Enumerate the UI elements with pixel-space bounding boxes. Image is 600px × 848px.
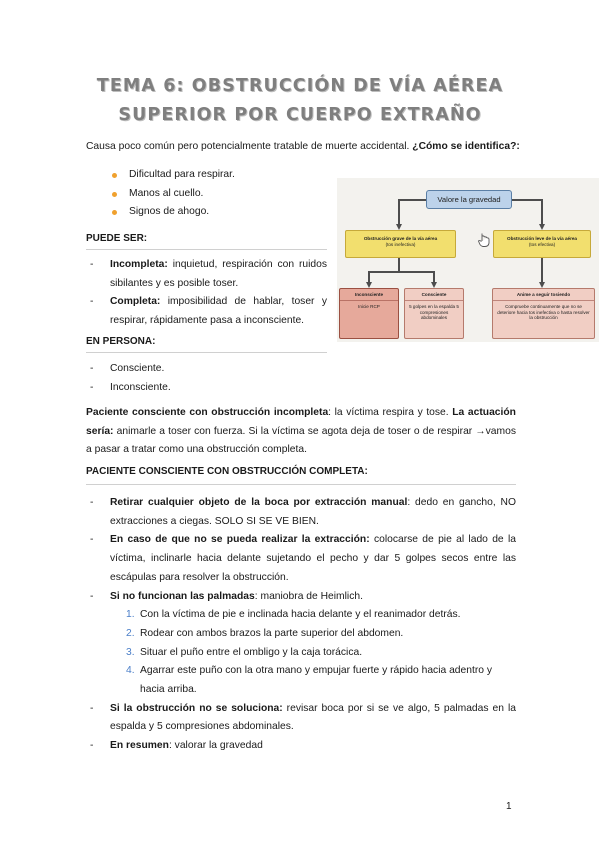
pointer-hand-icon bbox=[477, 232, 491, 248]
complete-obstruction-list bbox=[86, 494, 516, 756]
divider bbox=[86, 352, 327, 353]
sign-item: Dificultad para respirar. bbox=[110, 166, 330, 185]
sign-item: Signos de ahogo. bbox=[110, 203, 330, 222]
list-item: - En caso de que no se pueda realizar la extracción: colocarse de pie al lado de la víctima, inclinarle hacia delante sujetando el pecho y dar 5 golpes secos entre las escápulas para resolver la obstrucción. bbox=[86, 531, 516, 587]
list-item: - En resumen: valorar la gravedad bbox=[86, 737, 516, 756]
list-item: - Inconsciente. bbox=[86, 379, 327, 398]
intro-question: ¿Cómo se identifica?: bbox=[412, 141, 520, 152]
flow-connector bbox=[512, 199, 542, 201]
intro-paragraph: Causa poco común pero potencialmente tratable de muerte accidental. ¿Cómo se identifica?: bbox=[86, 141, 520, 152]
incomplete-obstruction-paragraph: Paciente consciente con obstrucción incompleta: la víctima respira y tose. La actuación sería: animarle a toser con fuerza. Si la víctima se agota deja de toser o de respirar →vamos a pasar a tratar como una obstrucción completa. bbox=[86, 407, 516, 456]
flow-unconscious-box: Inconsciente Inicie RCP bbox=[339, 288, 399, 339]
severity-flowchart bbox=[337, 178, 599, 342]
flow-connector bbox=[541, 258, 543, 282]
en-persona-list bbox=[86, 360, 327, 397]
page-title bbox=[0, 72, 600, 130]
divider bbox=[86, 484, 516, 485]
flow-connector bbox=[398, 199, 426, 201]
flow-cough-box: Anime a seguir tosiendo Compruebe continuamente que no se deteriore hacia tos inefectiva o hasta resolver la obstrucción bbox=[492, 288, 595, 339]
flow-connector bbox=[398, 199, 400, 224]
list-item: - Consciente. bbox=[86, 360, 327, 379]
step-item: 3. Situar el puño entre el ombligo y la caja torácica. bbox=[126, 646, 363, 658]
flow-connector bbox=[368, 271, 370, 282]
list-item: - Incompleta: inquietud, respiración con ruidos sibilantes y es posible toser. bbox=[86, 256, 327, 293]
list-item: - Si la obstrucción no se soluciona: revisar boca por si se ve algo, 5 palmadas en la espalda y 5 compresiones abdominales. bbox=[86, 700, 516, 737]
step-item: 4. Agarrar este puño con la otra mano y empujar fuerte y rápido hacia adentro y hacia arriba. bbox=[126, 665, 493, 696]
puede-ser-heading: PUEDE SER: bbox=[86, 233, 148, 244]
sign-item: Manos al cuello. bbox=[110, 185, 330, 204]
list-item: - Si no funcionan las palmadas: maniobra de Heimlich. bbox=[86, 588, 516, 607]
heimlich-steps bbox=[86, 606, 516, 700]
puede-ser-list bbox=[86, 256, 327, 331]
title-line-2: SUPERIOR POR CUERPO EXTRAÑO bbox=[118, 105, 482, 125]
flow-connector bbox=[433, 271, 435, 282]
list-item: - Retirar cualquier objeto de la boca por extracción manual: dedo en gancho, NO extracciones a ciegas. SOLO SI SE VE BIEN. bbox=[86, 494, 516, 531]
step-item: 1. Con la víctima de pie e inclinada hacia delante y el reanimador detrás. bbox=[126, 609, 461, 621]
en-persona-heading: EN PERSONA: bbox=[86, 336, 156, 347]
divider bbox=[86, 249, 327, 250]
flow-mild-box: Obstrucción leve de la vía aérea (tos efectiva) bbox=[493, 230, 591, 258]
flow-connector bbox=[541, 199, 543, 224]
step-item: 2. Rodear con ambos brazos la parte superior del abdomen. bbox=[126, 627, 404, 639]
signs-list bbox=[110, 166, 330, 222]
flow-connector bbox=[368, 271, 434, 273]
list-item: - Completa: imposibilidad de hablar, toser y respirar, rápidamente pasa a inconsciente. bbox=[86, 293, 327, 330]
complete-obstruction-heading: PACIENTE CONSCIENTE CON OBSTRUCCIÓN COMPLETA: bbox=[86, 466, 368, 477]
page-number: 1 bbox=[506, 801, 512, 812]
flow-conscious-box: Consciente 5 golpes en la espalda 5 compresiones abdominales bbox=[404, 288, 464, 339]
flow-top-box: Valore la gravedad bbox=[426, 190, 512, 209]
title-line-1: TEMA 6: OBSTRUCCIÓN DE VÍA AÉREA bbox=[96, 76, 504, 96]
flow-severe-box: Obstrucción grave de la vía aérea (tos inefectiva) bbox=[345, 230, 456, 258]
flow-connector bbox=[398, 258, 400, 272]
